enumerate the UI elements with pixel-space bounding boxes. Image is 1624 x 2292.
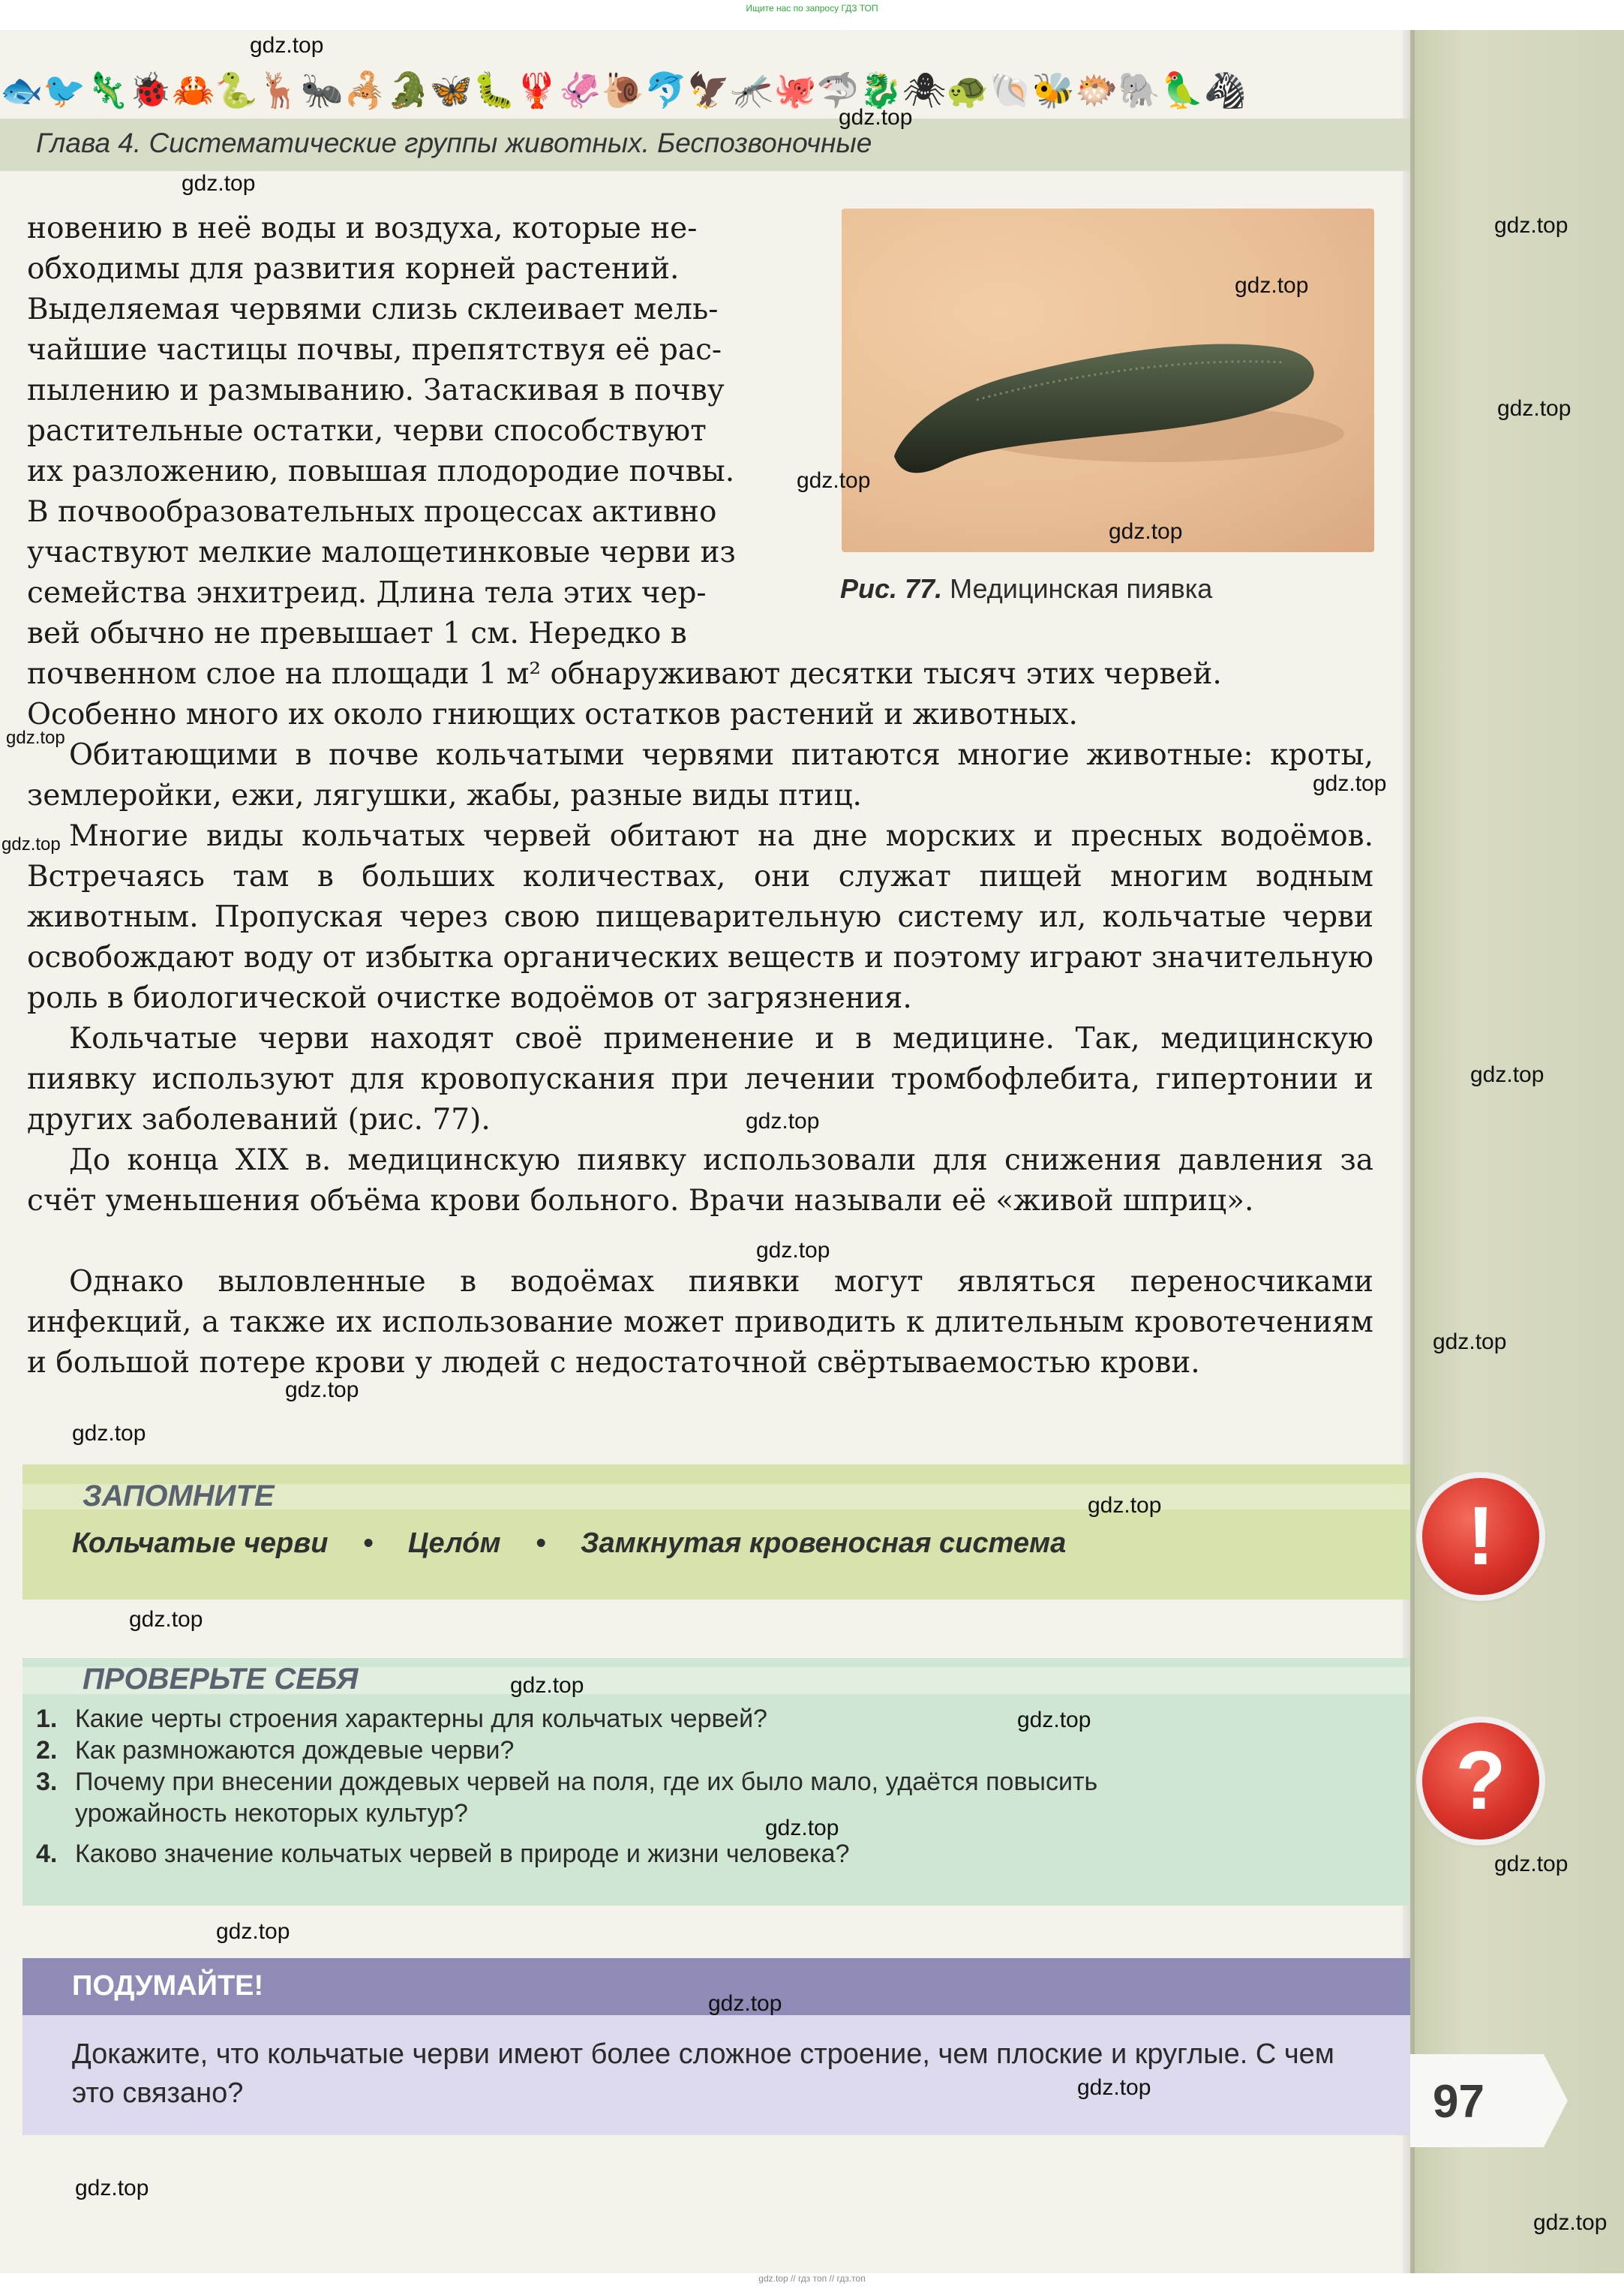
page-fold-shadow <box>1403 30 1415 2273</box>
question-number: 3. <box>36 1768 58 1796</box>
exclamation-icon: ! <box>1422 1478 1539 1595</box>
remember-item: Цело́м <box>407 1527 501 1559</box>
watermark: gdz.top <box>1109 519 1183 544</box>
question-text: Почему при внесении дождевых червей на поля, где их было мало, удаётся повысить <box>75 1768 1098 1796</box>
intro-line: их разложению, повышая плодородие почвы. <box>27 455 735 488</box>
intro-line: Выделяемая червями слизь склеивает мель- <box>27 293 719 326</box>
intro-full-line: почвенном слое на площади 1 м² обнаруживают десятки тысяч этих червей. <box>27 657 1222 691</box>
watermark: gdz.top <box>250 33 324 58</box>
figure-caption <box>840 573 1212 605</box>
paragraph-medicine: Кольчатые черви находят своё применение и в медицине. Так, медицинскую пиявку используют для кровопускания при лечении тромбофлебита, гипертонии и других заболеваний (рис. 77). <box>27 1022 1373 1137</box>
watermark: gdz.top <box>1313 771 1387 796</box>
watermark: gdz.top <box>1017 1708 1091 1732</box>
think-question: Докажите, что кольчатые черви имеют более сложное строение, чем плоские и круглые. С чем это связано? <box>72 2038 1334 2109</box>
question-number: 2. <box>36 1736 58 1765</box>
question-item <box>36 1840 850 1869</box>
bottom-note: gdz.top // гдз топ // гдз.топ <box>758 2273 866 2284</box>
self-check-title: ПРОВЕРЬТЕ СЕБЯ <box>83 1663 359 1696</box>
watermark: gdz.top <box>1470 1062 1544 1087</box>
remember-title: ЗАПОМНИТЕ <box>83 1479 275 1512</box>
paragraph-risks: Однако выловленные в водоёмах пиявки могут являться переносчиками инфекций, а также их использование может приводить к длительным кровотечениям и большой потере крови у людей с недостаточной свёртываемостью крови. <box>27 1265 1373 1380</box>
page-margin-bar <box>1410 30 1624 2273</box>
question-item <box>75 1799 468 1828</box>
think-title: ПОДУМАЙТЕ! <box>72 1970 264 2002</box>
figure-caption-text: Медицинская пиявка <box>950 573 1213 604</box>
intro-line: пылению и размыванию. Затаскивая в почву <box>27 374 725 407</box>
question-item <box>36 1736 515 1765</box>
watermark: gdz.top <box>708 1991 782 2016</box>
paragraph-predators: Обитающими в почве кольчатыми червями питаются многие животные: кроты, землеройки, ежи, лягушки, жабы, разные виды птиц. <box>27 738 1373 813</box>
watermark: gdz.top <box>756 1238 830 1263</box>
intro-line: чайшие частицы почвы, препятствуя её рас- <box>27 333 722 367</box>
page-number: 97 <box>1433 2076 1484 2128</box>
paragraph-water: Многие виды кольчатых червей обитают на дне морских и пресных водоёмов. Встречаясь там в больших количествах, они служат пищей многим водным животным. Пропуская через свою пищеварительную систему ил, кольчатые черви освобождают воду от избытка органических веществ и поэтому играют значительную роль в биологической очистке водоёмов от загрязнения. <box>27 819 1374 1015</box>
question-text: Каково значение кольчатых червей в природе и жизни человека? <box>75 1840 850 1868</box>
question-number: 1. <box>36 1705 58 1733</box>
top-banner-note[interactable]: Ищите нас по запросу ГДЗ ТОП <box>746 3 878 14</box>
watermark: gdz.top <box>72 1421 146 1446</box>
watermark: gdz.top <box>2 834 61 855</box>
animal-silhouette-strip: 🐟🐦🦎🐞🦀🐍🦌🐜🦂🐊🦋🐛🦞🦑🐌🐬🦅🦟🐙🦈🐉🕷🐢🐚🐝🐡🐘🦜🦓 <box>0 70 1247 110</box>
intro-line: семейства энхитреид. Длина тела этих чер- <box>27 576 707 610</box>
intro-last-line: Особенно много их около гниющих остатков растений и животных. <box>27 698 1078 731</box>
watermark: gdz.top <box>797 468 871 493</box>
watermark: gdz.top <box>1077 2075 1151 2100</box>
watermark: gdz.top <box>75 2176 149 2200</box>
watermark: gdz.top <box>746 1109 820 1134</box>
question-item <box>36 1768 1098 1797</box>
chapter-title: Глава 4. Систематические группы животных. Беспозвоночные <box>36 128 872 158</box>
watermark: gdz.top <box>216 1919 290 1944</box>
figure-label: Рис. 77. <box>840 573 943 604</box>
question-mark-icon: ? <box>1422 1723 1539 1840</box>
intro-line: вей обычно не превышает 1 см. Нередко в <box>27 617 687 650</box>
intro-line: участвуют мелкие малощетинковые черви из <box>27 536 736 569</box>
paragraph-history: До конца XIX в. медицинскую пиявку использовали для снижения давления за счёт уменьшения объёма крови больного. Врачи называли её «живой шприц». <box>27 1143 1373 1218</box>
watermark: gdz.top <box>6 728 65 748</box>
bullet-separator: • <box>362 1527 374 1559</box>
watermark: gdz.top <box>1088 1493 1162 1518</box>
watermark: gdz.top <box>1494 213 1568 238</box>
intro-line: новению в неё воды и воздуха, которые не- <box>27 212 698 245</box>
watermark: gdz.top <box>1533 2210 1607 2235</box>
intro-line: В почвообразовательных процессах активно <box>27 495 717 529</box>
watermark: gdz.top <box>1494 1852 1568 1876</box>
watermark: gdz.top <box>182 171 256 196</box>
question-text: Как размножаются дождевые черви? <box>75 1736 515 1765</box>
watermark: gdz.top <box>510 1673 584 1698</box>
watermark: gdz.top <box>285 1377 359 1402</box>
intro-line: обходимы для развития корней растений. <box>27 252 680 286</box>
question-number: 4. <box>36 1840 58 1868</box>
question-item <box>36 1705 767 1734</box>
intro-line: растительные остатки, черви способствуют <box>27 414 707 448</box>
remember-item: Замкнутая кровеносная система <box>581 1527 1067 1559</box>
watermark: gdz.top <box>1235 273 1309 298</box>
bullet-separator: • <box>536 1527 546 1559</box>
watermark: gdz.top <box>1497 396 1571 421</box>
question-text: Какие черты строения характерны для кольчатых червей? <box>75 1705 767 1733</box>
remember-items <box>72 1527 1066 1560</box>
remember-item: Кольчатые черви <box>72 1527 329 1559</box>
watermark: gdz.top <box>1433 1329 1507 1354</box>
watermark: gdz.top <box>129 1607 203 1632</box>
watermark: gdz.top <box>839 105 913 130</box>
leech-photo <box>842 209 1374 552</box>
question-text: урожайность некоторых культур? <box>75 1799 468 1828</box>
leech-illustration <box>842 209 1374 552</box>
watermark: gdz.top <box>765 1816 839 1840</box>
question-list <box>0 1705 1410 1900</box>
